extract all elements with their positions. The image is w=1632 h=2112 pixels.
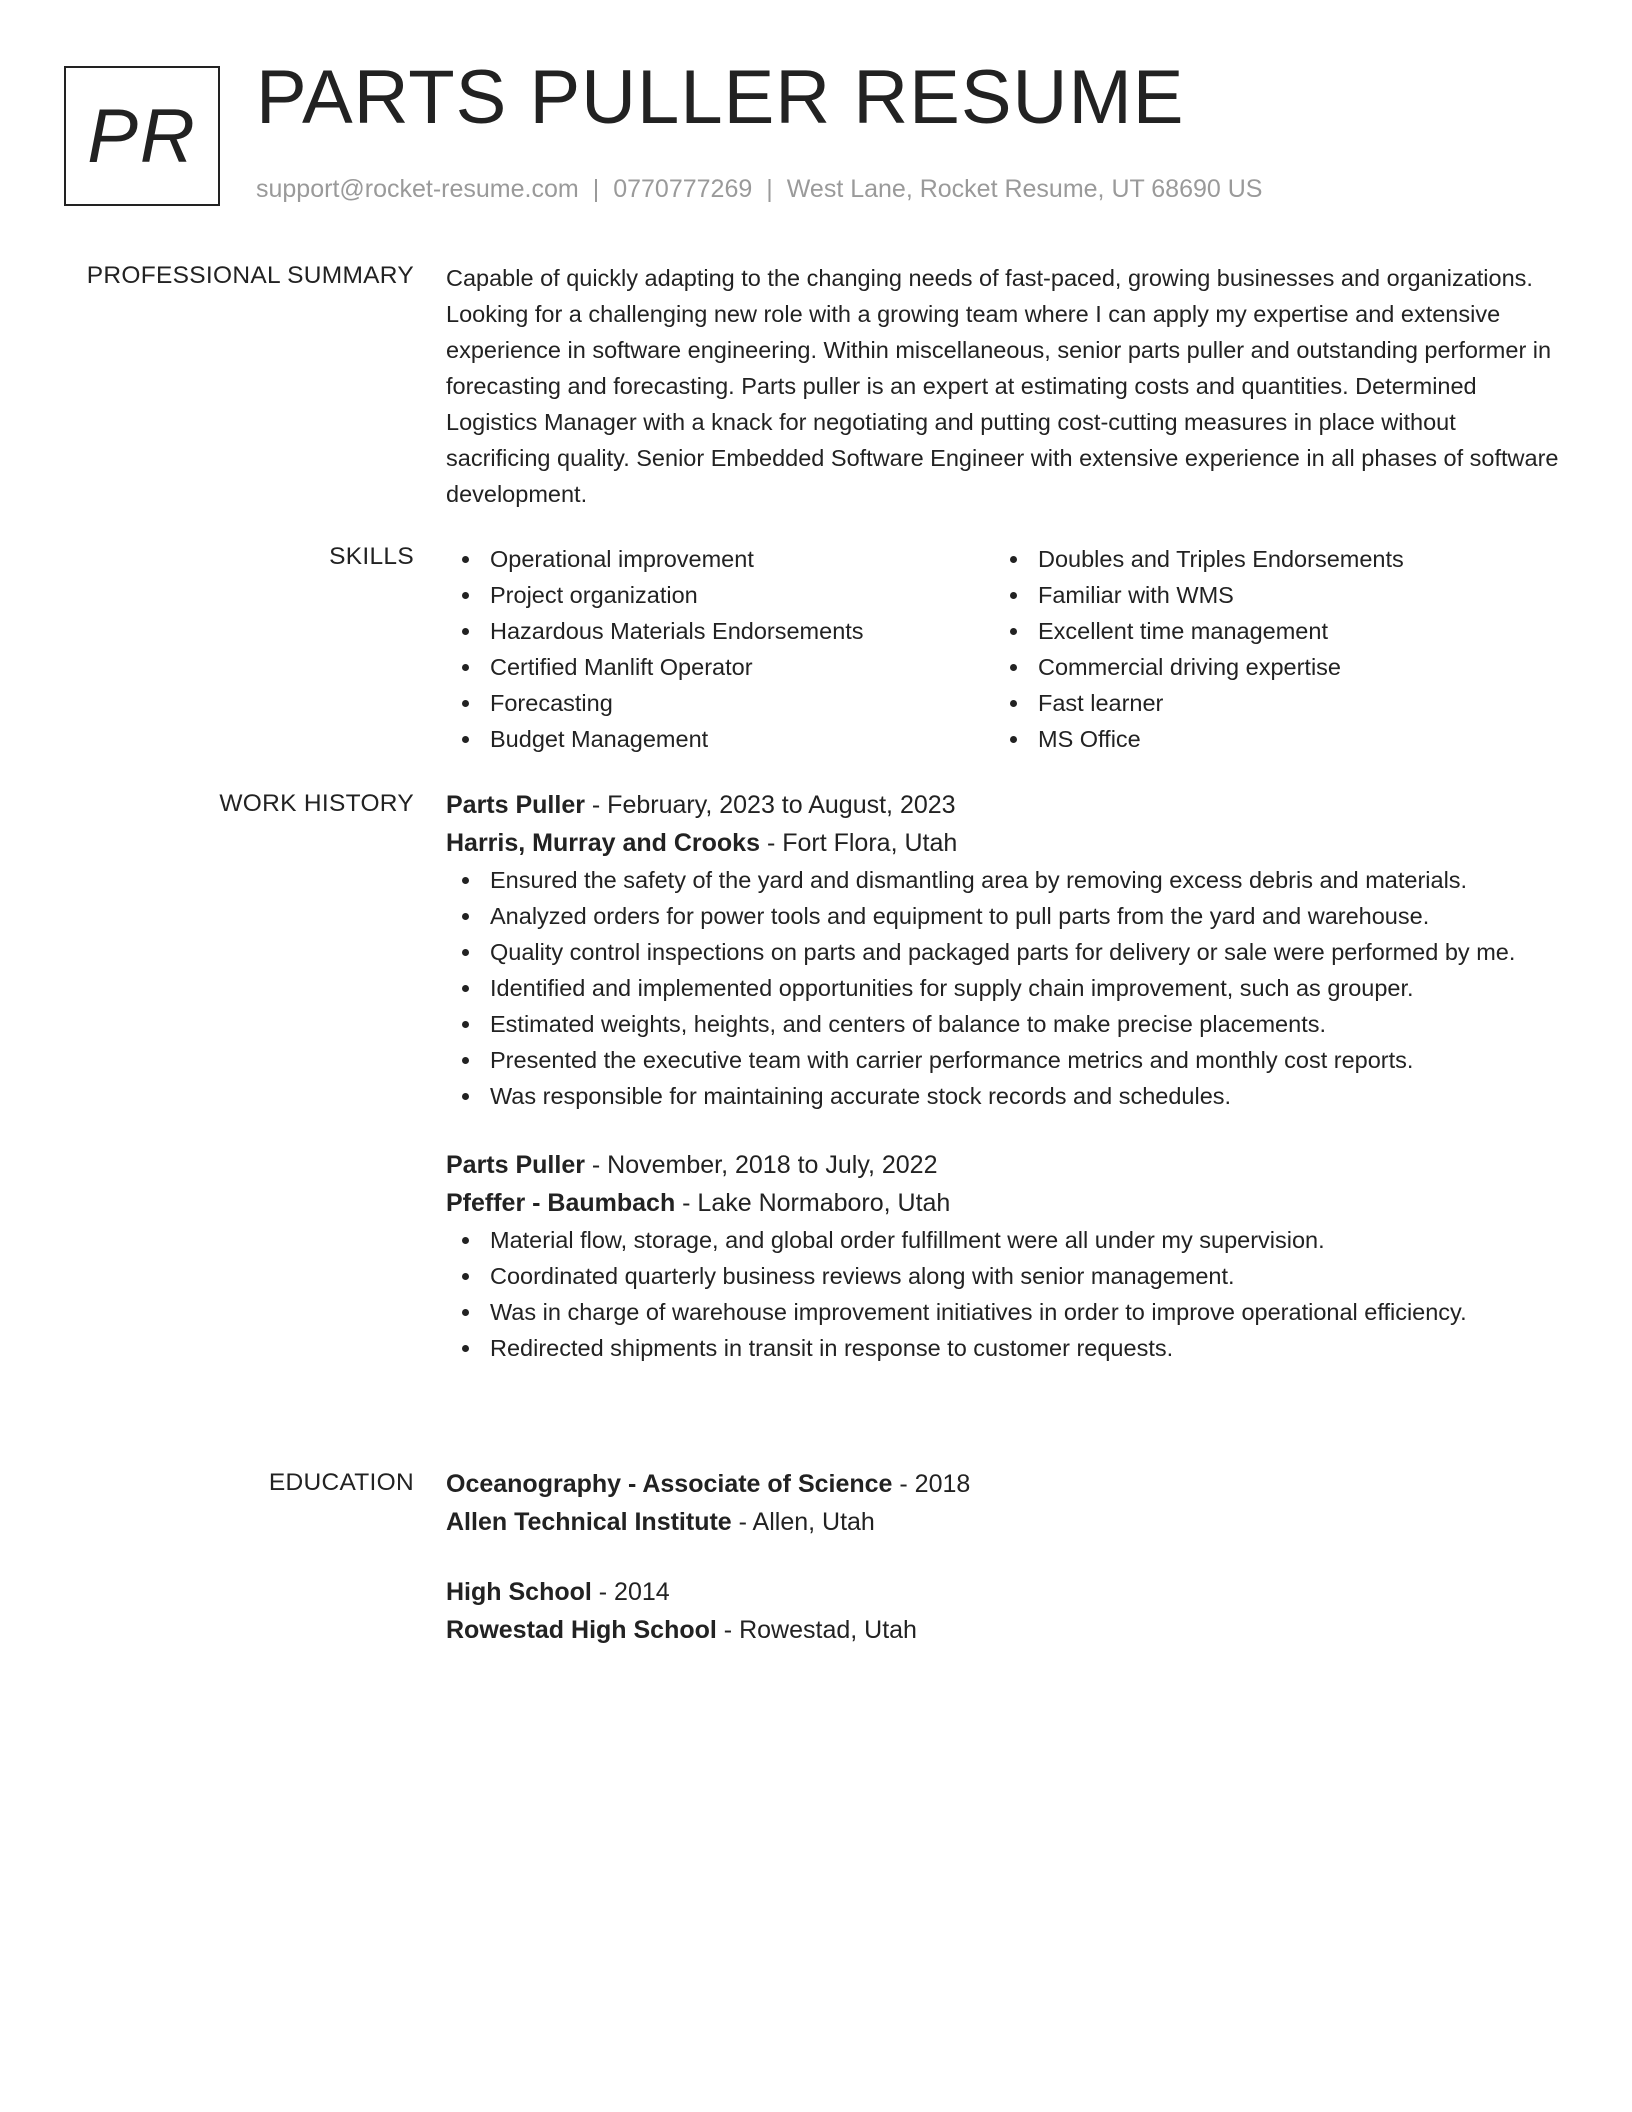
monogram-initials: PR: [87, 94, 197, 179]
job-title-line: [446, 1146, 1566, 1184]
skill-item: Familiar with WMS: [994, 577, 1542, 613]
job-title-line: [446, 786, 1566, 824]
job-duty: Was responsible for maintaining accurate stock records and schedules.: [446, 1078, 1566, 1114]
education-degree-line: [446, 1573, 1566, 1611]
education-body: [446, 1465, 1566, 1649]
job-entry: [446, 786, 1566, 1114]
education-school: Rowestad High School: [446, 1616, 717, 1644]
skill-item: Operational improvement: [446, 541, 994, 577]
contact-phone[interactable]: 0770777269: [613, 175, 753, 203]
skill-item: Budget Management: [446, 721, 994, 757]
job-dates: - November, 2018 to July, 2022: [584, 1151, 938, 1179]
skill-item: Hazardous Materials Endorsements: [446, 613, 994, 649]
education-school-line: [446, 1503, 1566, 1541]
section-heading-education: EDUCATION: [268, 1469, 414, 1496]
job-duty: Material flow, storage, and global order fulfillment were all under my supervision.: [446, 1222, 1566, 1258]
section-heading-work-history: WORK HISTORY: [219, 790, 414, 817]
job-duty: Analyzed orders for power tools and equipment to pull parts from the yard and warehouse.: [446, 898, 1566, 934]
job-duty: Redirected shipments in transit in response to customer requests.: [446, 1330, 1566, 1366]
job-duty: Identified and implemented opportunities for supply chain improvement, such as grouper.: [446, 970, 1566, 1006]
education-entry: [446, 1573, 1566, 1649]
education-school-line: [446, 1611, 1566, 1649]
education-degree: High School: [446, 1578, 592, 1606]
contact-line: [256, 174, 1262, 204]
job-company: Pfeffer - Baumbach: [446, 1189, 676, 1217]
skills-column-left: [446, 541, 994, 757]
skill-item: Commercial driving expertise: [994, 649, 1542, 685]
job-duty: Ensured the safety of the yard and dismantling area by removing excess debris and materials.: [446, 862, 1566, 898]
skills-column-right: [994, 541, 1542, 757]
education-degree: Oceanography - Associate of Science: [446, 1470, 893, 1498]
work-history-body: [446, 786, 1566, 1366]
skill-item: MS Office: [994, 721, 1542, 757]
job-duties-list: [446, 862, 1566, 1114]
skill-item: Certified Manlift Operator: [446, 649, 994, 685]
contact-address: West Lane, Rocket Resume, UT 68690 US: [786, 175, 1263, 203]
contact-separator: |: [766, 175, 773, 203]
education-location: - Rowestad, Utah: [716, 1616, 917, 1644]
job-location: - Fort Flora, Utah: [760, 829, 958, 857]
section-heading-summary: PROFESSIONAL SUMMARY: [86, 262, 414, 289]
education-school: Allen Technical Institute: [446, 1508, 732, 1536]
skills-body: [446, 541, 1566, 757]
job-location: - Lake Normaboro, Utah: [675, 1189, 951, 1217]
job-duty: Coordinated quarterly business reviews along with senior management.: [446, 1258, 1566, 1294]
job-company-line: [446, 1184, 1566, 1222]
contact-email[interactable]: support@rocket-resume.com: [256, 175, 579, 203]
job-title: Parts Puller: [446, 1151, 585, 1179]
job-company: Harris, Murray and Crooks: [446, 829, 760, 857]
job-duty: Quality control inspections on parts and packaged parts for delivery or sale were performed by me.: [446, 934, 1566, 970]
job-title: Parts Puller: [446, 791, 585, 819]
job-duty: Was in charge of warehouse improvement initiatives in order to improve operational efficiency.: [446, 1294, 1566, 1330]
skill-item: Project organization: [446, 577, 994, 613]
education-entry: [446, 1465, 1566, 1541]
summary-text: Capable of quickly adapting to the changing needs of fast-paced, growing businesses and organizations. Looking for a challenging new role with a growing team where I can apply my expertise and extensive experience in software engineering. Within miscellaneous, senior parts puller and outstanding performer in forecasting and forecasting. Parts puller is an expert at estimating costs and quantities. Determined Logistics Manager with a knack for negotiating and putting cost-cutting measures in place without sacrificing quality. Senior Embedded Software Engineer with extensive experience in all phases of software development.: [446, 265, 1559, 507]
skill-item: Fast learner: [994, 685, 1542, 721]
job-duty: Presented the executive team with carrier performance metrics and monthly cost reports.: [446, 1042, 1566, 1078]
resume-title: PARTS PULLER RESUME: [256, 55, 1185, 140]
education-location: - Allen, Utah: [731, 1508, 875, 1536]
contact-separator: |: [592, 175, 600, 203]
skill-item: Doubles and Triples Endorsements: [994, 541, 1542, 577]
education-year: - 2018: [892, 1470, 971, 1498]
job-duties-list: [446, 1222, 1566, 1366]
job-entry: [446, 1146, 1566, 1366]
skill-item: Excellent time management: [994, 613, 1542, 649]
summary-body: [446, 260, 1566, 512]
education-year: - 2014: [591, 1578, 670, 1606]
job-dates: - February, 2023 to August, 2023: [584, 791, 956, 819]
skill-item: Forecasting: [446, 685, 994, 721]
monogram-badge: [64, 66, 220, 206]
job-duty: Estimated weights, heights, and centers of balance to make precise placements.: [446, 1006, 1566, 1042]
education-degree-line: [446, 1465, 1566, 1503]
job-company-line: [446, 824, 1566, 862]
section-heading-skills: SKILLS: [329, 543, 414, 570]
